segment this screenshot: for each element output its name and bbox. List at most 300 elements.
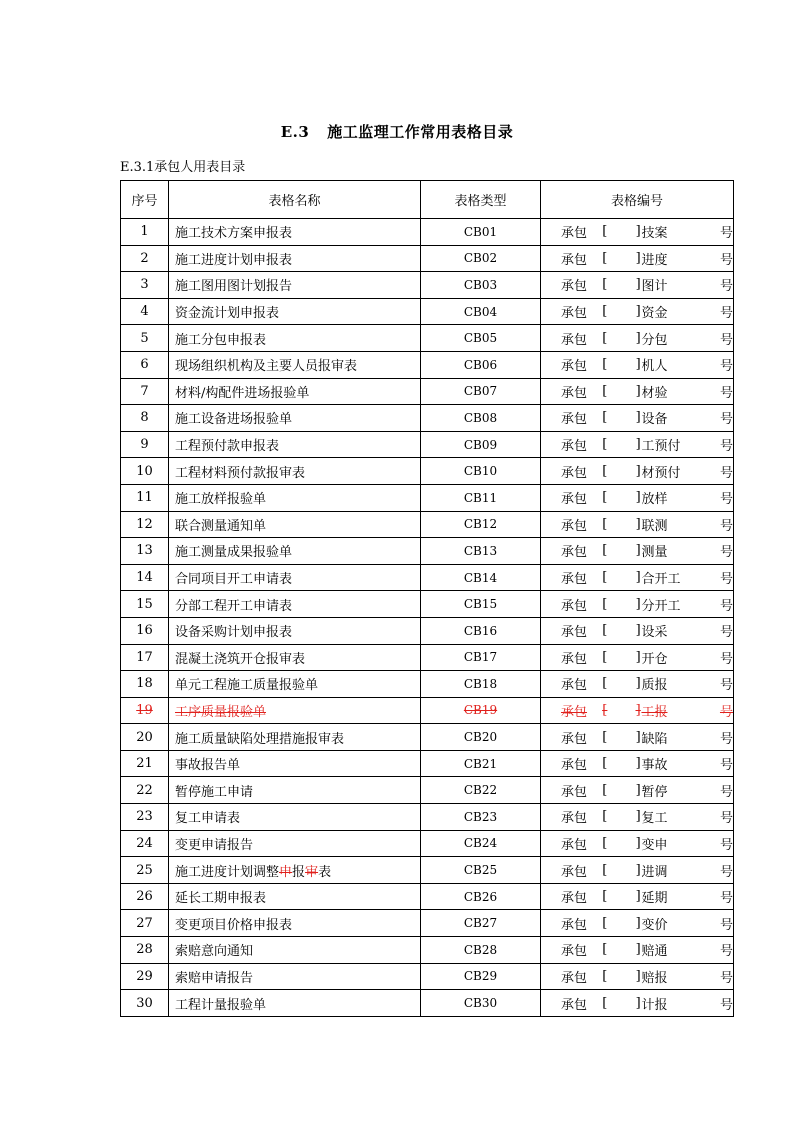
- code-lbracket: [: [602, 570, 608, 586]
- header-type: 表格类型: [421, 181, 541, 219]
- code-rbracket: ]: [635, 250, 641, 266]
- name-part: 表: [318, 864, 332, 880]
- form-type: CB18: [421, 671, 541, 698]
- code-suffix: 号: [719, 678, 733, 694]
- code-suffix: 号: [719, 997, 733, 1013]
- code-suffix: 号: [719, 837, 733, 853]
- form-type: CB28: [421, 937, 541, 964]
- code-prefix: 承包: [561, 359, 588, 375]
- code-rbracket: ]: [635, 676, 641, 692]
- code-abbr: 进度: [641, 252, 668, 268]
- code-lbracket: [: [602, 437, 608, 453]
- code-suffix: 号: [719, 811, 733, 827]
- table-row: [121, 697, 734, 724]
- code-suffix: 号: [719, 731, 733, 747]
- form-code: [541, 351, 734, 378]
- row-seq: 9: [121, 431, 169, 458]
- code-lbracket: [: [602, 968, 608, 984]
- form-type: CB29: [421, 963, 541, 990]
- header-code: 表格编号: [541, 181, 734, 219]
- deleted-char: 申: [279, 864, 293, 880]
- form-type: CB09: [421, 431, 541, 458]
- code-rbracket: ]: [635, 570, 641, 586]
- form-code: [541, 484, 734, 511]
- code-lbracket: [: [602, 250, 608, 266]
- code-suffix: 号: [719, 572, 733, 588]
- table-row: [121, 378, 734, 405]
- row-seq: 22: [121, 777, 169, 804]
- form-code: [541, 219, 734, 246]
- table-row: [121, 830, 734, 857]
- code-lbracket: [: [602, 277, 608, 293]
- code-rbracket: ]: [635, 304, 641, 320]
- header-name: 表格名称: [169, 181, 421, 219]
- code-abbr: 合开工: [641, 572, 681, 588]
- form-type: CB20: [421, 724, 541, 751]
- form-type: CB27: [421, 910, 541, 937]
- code-suffix: 号: [719, 252, 733, 268]
- form-code: [541, 378, 734, 405]
- form-name: 合同项目开工申请表: [169, 564, 421, 591]
- code-suffix: 号: [719, 412, 733, 428]
- code-prefix: 承包: [561, 385, 588, 401]
- name-part: 施工进度计划调整: [175, 864, 280, 880]
- table-row: [121, 298, 734, 325]
- table-row: [121, 484, 734, 511]
- table-row: [121, 245, 734, 272]
- table-row: [121, 990, 734, 1017]
- code-rbracket: ]: [635, 543, 641, 559]
- code-lbracket: [: [602, 649, 608, 665]
- row-seq: 18: [121, 671, 169, 698]
- code-lbracket: [: [602, 862, 608, 878]
- form-name: 暂停施工申请: [169, 777, 421, 804]
- code-abbr: 工预付: [641, 439, 681, 455]
- form-name: 工序质量报验单: [169, 697, 421, 724]
- table-row: [121, 458, 734, 485]
- row-seq: 11: [121, 484, 169, 511]
- code-lbracket: [: [602, 756, 608, 772]
- table-row: [121, 564, 734, 591]
- code-rbracket: ]: [635, 596, 641, 612]
- code-rbracket: ]: [635, 862, 641, 878]
- table-row: [121, 804, 734, 831]
- code-suffix: 号: [719, 492, 733, 508]
- row-seq: 5: [121, 325, 169, 352]
- row-seq: 21: [121, 750, 169, 777]
- form-code: [541, 272, 734, 299]
- code-suffix: 号: [719, 758, 733, 774]
- form-name: [169, 857, 421, 884]
- code-prefix: 承包: [561, 704, 588, 720]
- code-prefix: 承包: [561, 306, 588, 322]
- code-rbracket: ]: [635, 277, 641, 293]
- table-row: [121, 750, 734, 777]
- form-name: 施工设备进场报验单: [169, 405, 421, 432]
- form-code: [541, 644, 734, 671]
- code-prefix: 承包: [561, 678, 588, 694]
- code-rbracket: ]: [635, 410, 641, 426]
- code-abbr: 材预付: [641, 465, 681, 481]
- row-seq: 25: [121, 857, 169, 884]
- code-prefix: 承包: [561, 944, 588, 960]
- form-code: [541, 697, 734, 724]
- form-code: [541, 298, 734, 325]
- code-suffix: 号: [719, 359, 733, 375]
- form-type: CB11: [421, 484, 541, 511]
- form-name: 材料/构配件进场报验单: [169, 378, 421, 405]
- form-name: 工程计量报验单: [169, 990, 421, 1017]
- form-type: CB02: [421, 245, 541, 272]
- form-code: [541, 405, 734, 432]
- row-seq: 8: [121, 405, 169, 432]
- code-abbr: 机人: [641, 359, 668, 375]
- row-seq: 6: [121, 351, 169, 378]
- row-seq: 13: [121, 538, 169, 565]
- code-rbracket: ]: [635, 383, 641, 399]
- code-suffix: 号: [719, 651, 733, 667]
- form-code: [541, 937, 734, 964]
- code-suffix: 号: [719, 465, 733, 481]
- code-abbr: 材验: [641, 385, 668, 401]
- row-seq: 30: [121, 990, 169, 1017]
- form-code: [541, 511, 734, 538]
- form-name: 索赔意向通知: [169, 937, 421, 964]
- row-seq: 7: [121, 378, 169, 405]
- table-row: [121, 883, 734, 910]
- code-abbr: 设备: [641, 412, 668, 428]
- code-rbracket: ]: [635, 835, 641, 851]
- code-lbracket: [: [602, 516, 608, 532]
- code-rbracket: ]: [635, 490, 641, 506]
- form-name: 设备采购计划申报表: [169, 617, 421, 644]
- form-code: [541, 564, 734, 591]
- code-prefix: 承包: [561, 439, 588, 455]
- form-name: 变更项目价格申报表: [169, 910, 421, 937]
- form-code: [541, 325, 734, 352]
- form-type: CB17: [421, 644, 541, 671]
- code-lbracket: [: [602, 463, 608, 479]
- table-row: [121, 963, 734, 990]
- form-type: CB22: [421, 777, 541, 804]
- form-type: CB12: [421, 511, 541, 538]
- code-rbracket: ]: [635, 516, 641, 532]
- code-abbr: 测量: [641, 545, 668, 561]
- code-suffix: 号: [719, 279, 733, 295]
- row-seq: 27: [121, 910, 169, 937]
- code-lbracket: [: [602, 942, 608, 958]
- code-lbracket: [: [602, 835, 608, 851]
- code-abbr: 缺陷: [641, 731, 668, 747]
- code-abbr: 工报: [641, 704, 668, 720]
- code-abbr: 质报: [641, 678, 668, 694]
- code-lbracket: [: [602, 729, 608, 745]
- form-type: CB25: [421, 857, 541, 884]
- form-name: 延长工期申报表: [169, 883, 421, 910]
- table-row: [121, 511, 734, 538]
- code-prefix: 承包: [561, 731, 588, 747]
- form-code: [541, 458, 734, 485]
- row-seq: 23: [121, 804, 169, 831]
- table-body: [121, 219, 734, 1017]
- form-name: 分部工程开工申请表: [169, 591, 421, 618]
- code-lbracket: [: [602, 596, 608, 612]
- form-code: [541, 750, 734, 777]
- code-rbracket: ]: [635, 330, 641, 346]
- form-code: [541, 883, 734, 910]
- table-row: [121, 644, 734, 671]
- row-seq: 4: [121, 298, 169, 325]
- section-title: 施工监理工作常用表格目录: [327, 123, 514, 141]
- form-name: 施工质量缺陷处理措施报审表: [169, 724, 421, 751]
- code-lbracket: [: [602, 889, 608, 905]
- form-code: [541, 910, 734, 937]
- table-row: [121, 617, 734, 644]
- row-seq: 12: [121, 511, 169, 538]
- form-name: 施工技术方案申报表: [169, 219, 421, 246]
- row-seq: 19: [121, 697, 169, 724]
- table-row: [121, 724, 734, 751]
- code-suffix: 号: [719, 917, 733, 933]
- code-prefix: 承包: [561, 518, 588, 534]
- form-code: [541, 804, 734, 831]
- form-name: 施工分包申报表: [169, 325, 421, 352]
- code-suffix: 号: [719, 944, 733, 960]
- row-seq: 3: [121, 272, 169, 299]
- code-rbracket: ]: [635, 968, 641, 984]
- row-seq: 1: [121, 219, 169, 246]
- form-code: [541, 777, 734, 804]
- form-type: CB30: [421, 990, 541, 1017]
- code-abbr: 暂停: [641, 784, 668, 800]
- row-seq: 28: [121, 937, 169, 964]
- code-prefix: 承包: [561, 811, 588, 827]
- form-type: CB03: [421, 272, 541, 299]
- code-suffix: 号: [719, 598, 733, 614]
- code-abbr: 延期: [641, 891, 668, 907]
- form-name: 变更申请报告: [169, 830, 421, 857]
- code-abbr: 变申: [641, 837, 668, 853]
- code-prefix: 承包: [561, 492, 588, 508]
- form-type: CB26: [421, 883, 541, 910]
- form-name: 施工图用图计划报告: [169, 272, 421, 299]
- form-name: 施工进度计划申报表: [169, 245, 421, 272]
- row-seq: 29: [121, 963, 169, 990]
- code-lbracket: [: [602, 410, 608, 426]
- code-rbracket: ]: [635, 729, 641, 745]
- table-row: [121, 219, 734, 246]
- form-type: CB21: [421, 750, 541, 777]
- code-lbracket: [: [602, 782, 608, 798]
- table-row: [121, 405, 734, 432]
- code-suffix: 号: [719, 545, 733, 561]
- code-suffix: 号: [719, 385, 733, 401]
- code-prefix: 承包: [561, 545, 588, 561]
- code-abbr: 资金: [641, 306, 668, 322]
- form-type: CB13: [421, 538, 541, 565]
- code-rbracket: ]: [635, 623, 641, 639]
- code-rbracket: ]: [635, 649, 641, 665]
- code-suffix: 号: [719, 518, 733, 534]
- code-abbr: 放样: [641, 492, 668, 508]
- code-lbracket: [: [602, 995, 608, 1011]
- code-rbracket: ]: [635, 995, 641, 1011]
- row-seq: 10: [121, 458, 169, 485]
- table-row: [121, 431, 734, 458]
- code-lbracket: [: [602, 676, 608, 692]
- row-seq: 20: [121, 724, 169, 751]
- code-suffix: 号: [719, 332, 733, 348]
- code-prefix: 承包: [561, 917, 588, 933]
- form-name: 工程预付款申报表: [169, 431, 421, 458]
- code-suffix: 号: [719, 625, 733, 641]
- row-seq: 26: [121, 883, 169, 910]
- code-abbr: 设采: [641, 625, 668, 641]
- form-code: [541, 963, 734, 990]
- table-row: [121, 671, 734, 698]
- form-type: CB19: [421, 697, 541, 724]
- form-code: [541, 724, 734, 751]
- code-suffix: 号: [719, 784, 733, 800]
- code-suffix: 号: [719, 970, 733, 986]
- form-type: CB04: [421, 298, 541, 325]
- form-type: CB23: [421, 804, 541, 831]
- code-rbracket: ]: [635, 224, 641, 240]
- form-name: 索赔申请报告: [169, 963, 421, 990]
- row-seq: 2: [121, 245, 169, 272]
- code-prefix: 承包: [561, 226, 588, 242]
- code-lbracket: [: [602, 543, 608, 559]
- code-lbracket: [: [602, 623, 608, 639]
- table-row: [121, 538, 734, 565]
- code-abbr: 技案: [641, 226, 668, 242]
- code-lbracket: [: [602, 224, 608, 240]
- code-suffix: 号: [719, 226, 733, 242]
- form-type: CB05: [421, 325, 541, 352]
- form-name: 工程材料预付款报审表: [169, 458, 421, 485]
- form-name: 资金流计划申报表: [169, 298, 421, 325]
- code-abbr: 分开工: [641, 598, 681, 614]
- form-type: CB24: [421, 830, 541, 857]
- code-rbracket: ]: [635, 889, 641, 905]
- form-name: 施工放样报验单: [169, 484, 421, 511]
- code-rbracket: ]: [635, 702, 641, 718]
- form-code: [541, 671, 734, 698]
- form-type: CB15: [421, 591, 541, 618]
- form-type: CB08: [421, 405, 541, 432]
- form-name: 现场组织机构及主要人员报审表: [169, 351, 421, 378]
- code-abbr: 变价: [641, 917, 668, 933]
- form-code: [541, 830, 734, 857]
- form-name: 事故报告单: [169, 750, 421, 777]
- code-abbr: 开仓: [641, 651, 668, 667]
- table-row: [121, 910, 734, 937]
- code-abbr: 复工: [641, 811, 668, 827]
- row-seq: 15: [121, 591, 169, 618]
- code-lbracket: [: [602, 702, 608, 718]
- subsection-title: E.3.1承包人用表目录: [120, 160, 246, 175]
- code-abbr: 分包: [641, 332, 668, 348]
- row-seq: 17: [121, 644, 169, 671]
- table-row: [121, 777, 734, 804]
- code-prefix: 承包: [561, 651, 588, 667]
- code-prefix: 承包: [561, 864, 588, 880]
- page-title: [0, 121, 794, 142]
- form-name: 复工申请表: [169, 804, 421, 831]
- code-prefix: 承包: [561, 572, 588, 588]
- code-suffix: 号: [719, 439, 733, 455]
- table-header-row: [121, 181, 734, 219]
- table-row: [121, 325, 734, 352]
- code-lbracket: [: [602, 383, 608, 399]
- code-rbracket: ]: [635, 756, 641, 772]
- code-rbracket: ]: [635, 809, 641, 825]
- code-rbracket: ]: [635, 463, 641, 479]
- form-code: [541, 857, 734, 884]
- form-code: [541, 538, 734, 565]
- row-seq: 14: [121, 564, 169, 591]
- code-suffix: 号: [719, 891, 733, 907]
- form-name: 联合测量通知单: [169, 511, 421, 538]
- form-catalog-table: [120, 180, 734, 1017]
- deleted-char: 审: [305, 864, 319, 880]
- form-type: CB01: [421, 219, 541, 246]
- code-prefix: 承包: [561, 598, 588, 614]
- form-code: [541, 617, 734, 644]
- code-suffix: 号: [719, 864, 733, 880]
- code-rbracket: ]: [635, 915, 641, 931]
- form-type: CB16: [421, 617, 541, 644]
- form-type: CB14: [421, 564, 541, 591]
- name-part: 报: [292, 864, 306, 880]
- form-name: 单元工程施工质量报验单: [169, 671, 421, 698]
- code-lbracket: [: [602, 809, 608, 825]
- header-seq: 序号: [121, 181, 169, 219]
- code-lbracket: [: [602, 490, 608, 506]
- code-prefix: 承包: [561, 625, 588, 641]
- code-prefix: 承包: [561, 252, 588, 268]
- table-row: [121, 351, 734, 378]
- code-rbracket: ]: [635, 357, 641, 373]
- form-type: CB10: [421, 458, 541, 485]
- form-code: [541, 990, 734, 1017]
- row-seq: 24: [121, 830, 169, 857]
- table-row: [121, 272, 734, 299]
- table-row: [121, 937, 734, 964]
- code-rbracket: ]: [635, 437, 641, 453]
- code-prefix: 承包: [561, 332, 588, 348]
- section-number: E.3: [280, 123, 310, 141]
- code-rbracket: ]: [635, 782, 641, 798]
- code-suffix: 号: [719, 306, 733, 322]
- code-prefix: 承包: [561, 837, 588, 853]
- form-code: [541, 431, 734, 458]
- code-prefix: 承包: [561, 784, 588, 800]
- row-seq: 16: [121, 617, 169, 644]
- table-row: [121, 591, 734, 618]
- code-lbracket: [: [602, 304, 608, 320]
- form-name: 施工测量成果报验单: [169, 538, 421, 565]
- code-abbr: 图计: [641, 279, 668, 295]
- form-code: [541, 591, 734, 618]
- code-abbr: 进调: [641, 864, 668, 880]
- code-abbr: 赔通: [641, 944, 668, 960]
- code-abbr: 事故: [641, 758, 668, 774]
- code-prefix: 承包: [561, 465, 588, 481]
- code-prefix: 承包: [561, 891, 588, 907]
- form-code: [541, 245, 734, 272]
- code-rbracket: ]: [635, 942, 641, 958]
